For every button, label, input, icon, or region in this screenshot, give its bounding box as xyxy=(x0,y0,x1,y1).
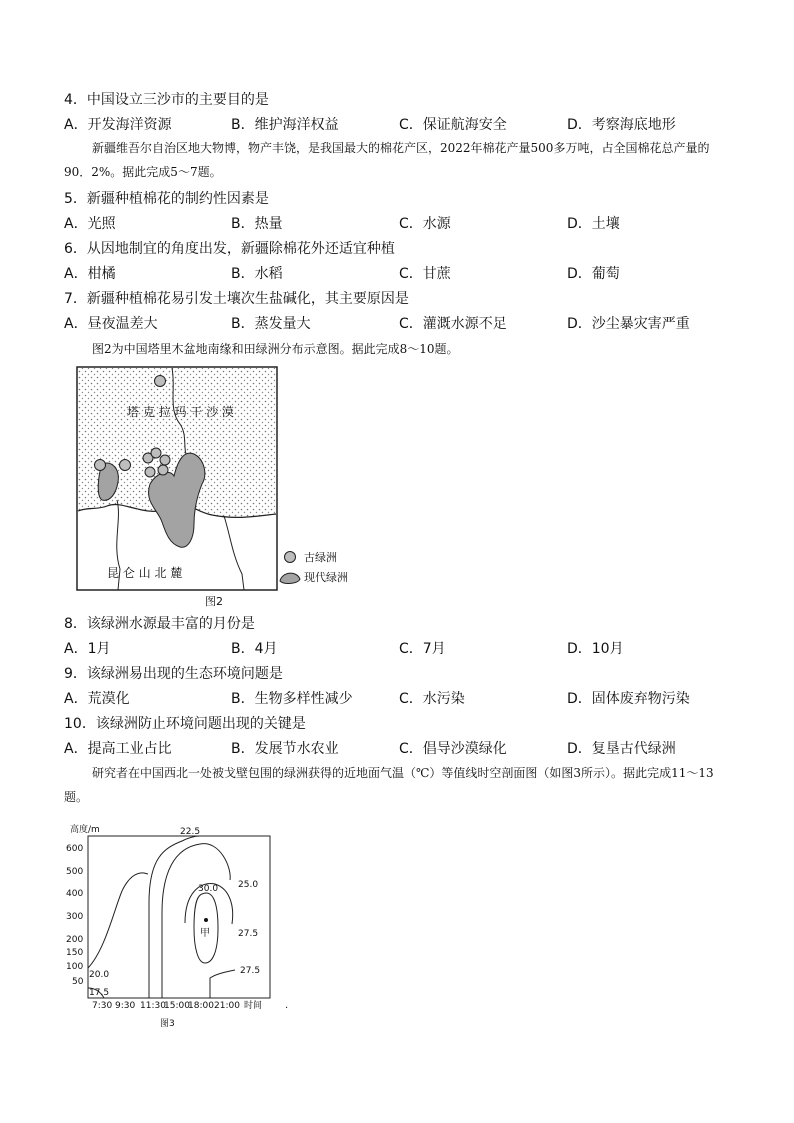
passage-xinjiang-cotton: 新疆维吾尔自治区地大物博，物产丰饶，是我国最大的棉花产区，2022年棉花产量500多万吨，占全国棉花总产量的90．2%。据此完成5～7题。 xyxy=(64,141,710,179)
isotherm-label: 27.5 xyxy=(238,929,259,939)
option-a: A．开发海洋资源 xyxy=(64,117,172,133)
x-axis-label: 时间 xyxy=(244,1001,263,1011)
option-b: B．蒸发量大 xyxy=(231,316,311,332)
question-8-options xyxy=(64,640,764,658)
desert-label: 塔 克 拉 玛 干 沙 漠 xyxy=(127,405,234,419)
figure-3-isotherm-profile xyxy=(60,818,300,1034)
option-a: A．1月 xyxy=(64,641,111,657)
option-d: D．固体废弃物污染 xyxy=(567,691,690,707)
option-c: C．水污染 xyxy=(399,691,465,707)
question-9-stem: 9．该绿洲易出现的生态环境问题是 xyxy=(64,666,283,682)
isotherm-label: 22.5 xyxy=(180,827,201,837)
isotherm-27-5-lower xyxy=(210,970,235,998)
option-c: C．7月 xyxy=(399,641,446,657)
ancient-oasis-marker xyxy=(95,460,106,471)
isotherm-label: 27.5 xyxy=(240,966,261,976)
option-d: D．沙尘暴灾害严重 xyxy=(567,316,690,332)
figure-2-caption: 图2 xyxy=(205,595,223,608)
option-a: A．荒漠化 xyxy=(64,691,130,707)
y-tick-label: 150 xyxy=(66,948,84,958)
isotherm-label: 17.5 xyxy=(89,988,110,998)
x-tick-label: 15:00 xyxy=(164,1001,190,1011)
option-b: B．4月 xyxy=(231,641,278,657)
option-b: B．生物多样性减少 xyxy=(231,691,353,707)
x-tick-label: 9:30 xyxy=(115,1001,136,1011)
x-tick-label: 7:30 xyxy=(92,1001,113,1011)
x-tick-label: 18:00 xyxy=(188,1001,214,1011)
question-6-stem: 6．从因地制宜的角度出发，新疆除棉花外还适宜种植 xyxy=(64,241,395,257)
option-d: D．土壤 xyxy=(567,216,620,232)
legend-ancient-oasis-icon xyxy=(285,552,296,563)
ancient-oasis-marker xyxy=(145,467,155,477)
option-d: D．复垦古代绿洲 xyxy=(567,741,676,757)
ancient-oasis-marker xyxy=(155,376,166,387)
option-b: B．发展节水农业 xyxy=(231,741,339,757)
y-tick-label: 500 xyxy=(66,867,84,877)
option-d: D．10月 xyxy=(567,641,624,657)
x-tick-label: 21:00 xyxy=(214,1001,240,1011)
question-4-options xyxy=(64,116,764,134)
y-tick-label: 200 xyxy=(66,935,84,945)
option-a: A．柑橘 xyxy=(64,266,116,282)
figure-2-oasis-map xyxy=(72,364,372,610)
question-5-options xyxy=(64,215,764,233)
mountain-label: 昆 仑 山 北 麓 xyxy=(107,566,183,580)
question-4-stem: 4．中国设立三沙市的主要目的是 xyxy=(64,92,269,108)
ancient-oasis-marker xyxy=(158,465,168,475)
period-mark: . xyxy=(285,1000,289,1011)
isotherm-label: 25.0 xyxy=(238,880,259,890)
ancient-oasis-marker xyxy=(160,455,170,465)
question-5-stem: 5．新疆种植棉花的制约性因素是 xyxy=(64,191,269,207)
y-tick-label: 300 xyxy=(66,912,84,922)
ancient-oasis-marker xyxy=(120,460,131,471)
x-axis-ticks xyxy=(92,1001,240,1011)
y-axis-ticks xyxy=(66,844,84,987)
question-9-options xyxy=(64,690,764,708)
point-jia-label: 甲 xyxy=(200,928,210,939)
option-b: B．维护海洋权益 xyxy=(231,117,339,133)
option-a: A．光照 xyxy=(64,216,116,232)
option-b: B．热量 xyxy=(231,216,283,232)
point-jia-marker xyxy=(204,918,208,922)
question-8-stem: 8．该绿洲水源最丰富的月份是 xyxy=(64,616,255,632)
passage-figure-3-intro: 研究者在中国西北一处被戈壁包围的绿洲获得的近地面气温（℃）等值线时空剖面图（如图3所示）。据此完成11～13题。 xyxy=(64,766,714,804)
legend-modern-oasis-label: 现代绿洲 xyxy=(304,571,348,584)
y-tick-label: 100 xyxy=(66,962,84,972)
question-6-options xyxy=(64,265,764,283)
isotherm-25-0 xyxy=(162,844,230,998)
option-c: C．倡导沙漠绿化 xyxy=(399,741,507,757)
question-10-options xyxy=(64,740,764,758)
option-d: D．考察海底地形 xyxy=(567,117,676,133)
figure-3-caption: 图3 xyxy=(160,1019,175,1029)
y-tick-label: 50 xyxy=(72,977,84,987)
option-c: C．灌溉水源不足 xyxy=(399,316,507,332)
question-10-stem: 10．该绿洲防止环境问题出现的关键是 xyxy=(64,716,306,732)
y-tick-label: 400 xyxy=(66,889,84,899)
legend-modern-oasis-icon xyxy=(280,573,300,583)
y-tick-label: 600 xyxy=(66,844,84,854)
y-axis-label: 高度/m xyxy=(70,825,100,835)
passage-figure-2-intro: 图2为中国塔里木盆地南缘和田绿洲分布示意图。据此完成8～10题。 xyxy=(92,342,459,356)
option-c: C．甘蔗 xyxy=(399,266,451,282)
isotherm-20-0-curve xyxy=(88,873,148,968)
option-b: B．水稻 xyxy=(231,266,283,282)
isotherm-22-5 xyxy=(149,836,200,998)
option-c: C．水源 xyxy=(399,216,451,232)
ancient-oasis-marker xyxy=(151,448,161,458)
isotherm-label: 20.0 xyxy=(89,970,110,980)
option-c: C．保证航海安全 xyxy=(399,117,507,133)
x-tick-label: 11:30 xyxy=(140,1001,166,1011)
option-a: A．提高工业占比 xyxy=(64,741,172,757)
legend-ancient-oasis-label: 古绿洲 xyxy=(304,551,337,564)
question-7-options xyxy=(64,315,764,333)
option-d: D．葡萄 xyxy=(567,266,620,282)
question-7-stem: 7．新疆种植棉花易引发土壤次生盐碱化，其主要原因是 xyxy=(64,291,409,307)
option-a: A．昼夜温差大 xyxy=(64,316,158,332)
isotherm-label: 30.0 xyxy=(198,884,219,894)
